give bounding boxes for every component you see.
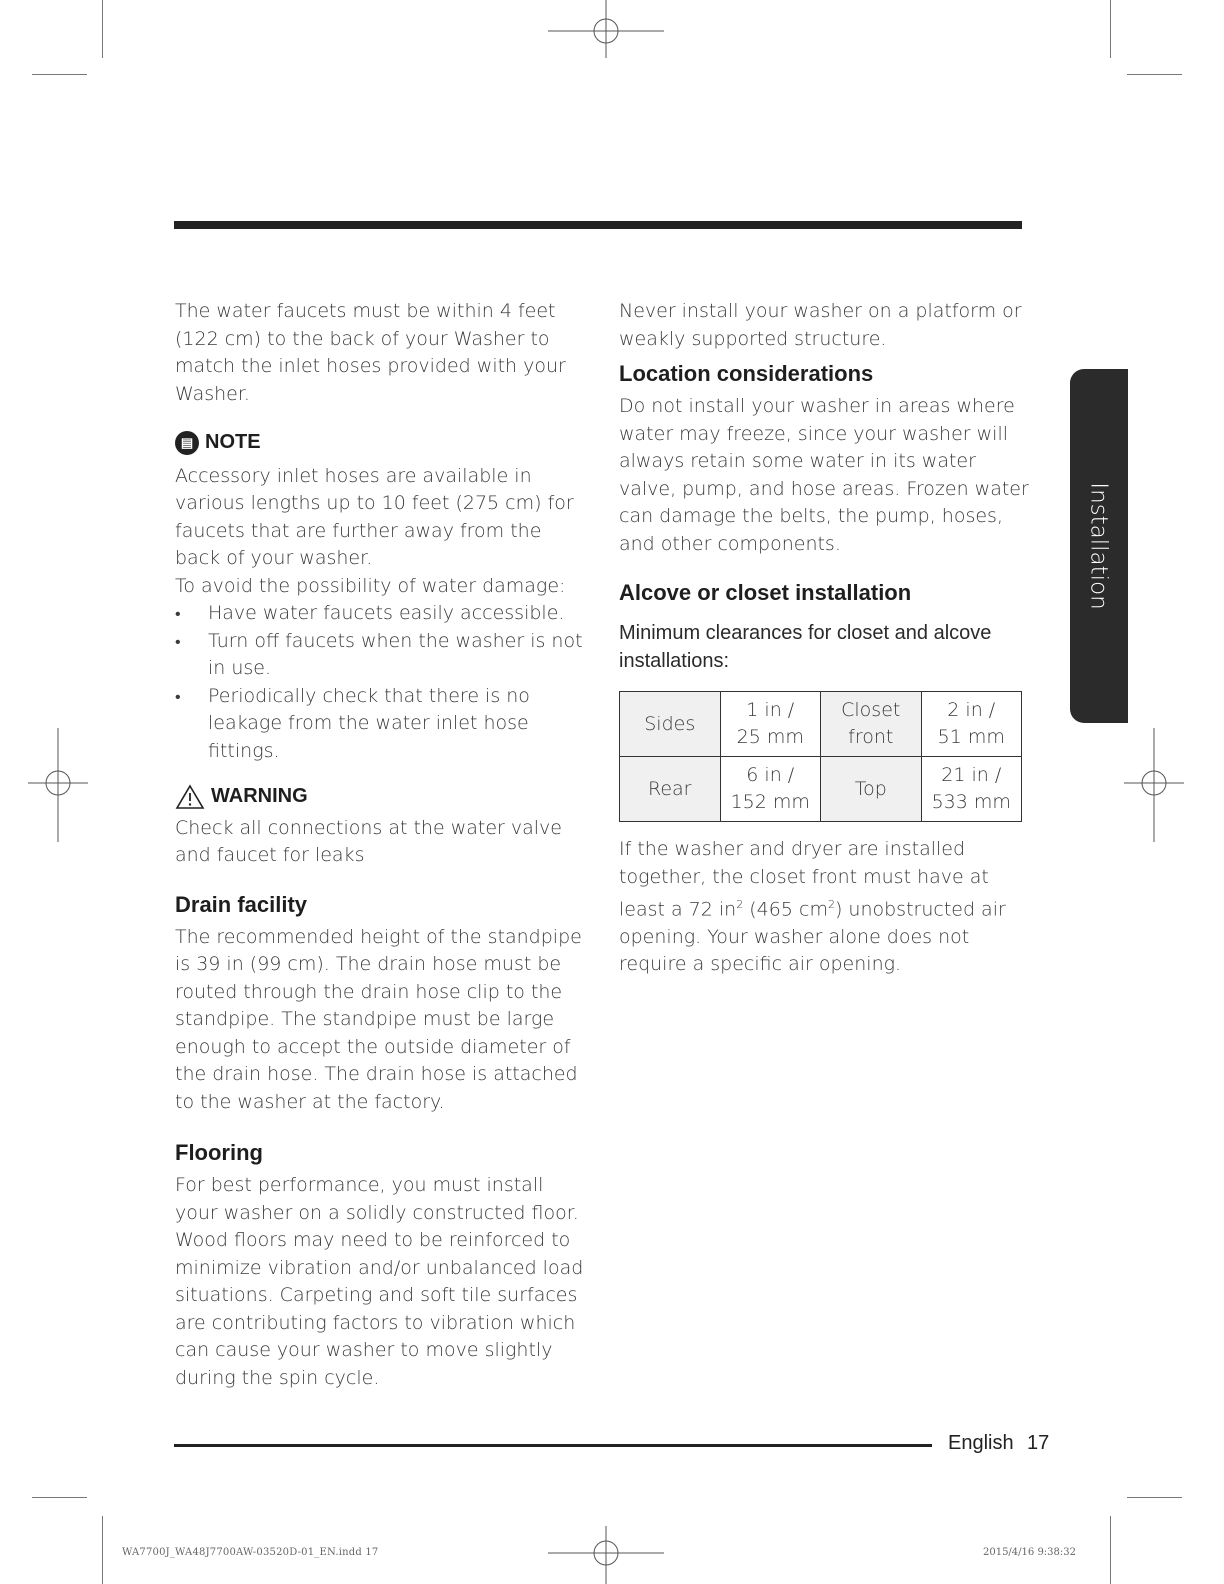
crop-mark (1110, 1516, 1111, 1584)
warning-text: Check all connections at the water valve and faucet for leaks (175, 816, 562, 866)
table-cell: Top (821, 757, 922, 822)
note-label: NOTE (205, 431, 261, 453)
flooring-text: For best performance, you must install your washer on a solidly constructed floor. Wood floors may need to be reinforced to minimize vibration and/or unbalanced load situations. Carpeting and soft tile surfaces are contributing factors to vibration which can cause your washer to move slightly during the spin cycle. (175, 1174, 584, 1389)
note-lead: To avoid the possibility of water damage: (175, 574, 566, 597)
list-item: • Have water faucets easily accessible. (175, 600, 590, 628)
warning-icon (175, 784, 205, 810)
warning-label: WARNING (211, 785, 308, 807)
table-cell: 1 in / 25 mm (720, 692, 821, 757)
table-row (620, 692, 1022, 757)
clearance-table (619, 691, 1022, 822)
table-cell: 2 in / 51 mm (921, 692, 1022, 757)
table-cell: Closet front (821, 692, 922, 757)
clearance-subheading: Minimum clearances for closet and alcove installations: (619, 622, 992, 672)
crop-mark (32, 1497, 87, 1498)
location-heading: Location considerations (619, 361, 874, 386)
warning-title (175, 783, 590, 811)
page-number: 17 (1027, 1432, 1050, 1454)
crop-mark (1127, 74, 1182, 75)
crop-mark (102, 1516, 103, 1584)
drain-heading: Drain facility (175, 891, 308, 917)
alcove-heading: Alcove or closet installation (619, 580, 912, 605)
registration-mark-icon (548, 0, 664, 58)
table-cell: 6 in / 152 mm (720, 757, 821, 822)
flooring-heading: Flooring (175, 1140, 263, 1165)
note-text: Accessory inlet hoses are available in various lengths up to 10 feet (275 cm) for faucets that are further away from the back of your washer. (175, 464, 574, 569)
faucet-intro: The water faucets must be within 4 feet (122 cm) to the back of your Washer to match the inlet hoses provided with your Washer. (175, 300, 566, 405)
registration-mark-icon (28, 728, 88, 842)
table-cell: Sides (620, 692, 721, 757)
air-opening-text: If the washer and dryer are installed together, the closet front must have at least a 72 $in^2$ (465 $cm^2$) unobstructed air opening. Your washer alone does not require a specific air opening. (619, 838, 1006, 976)
crop-mark (1110, 0, 1111, 58)
table-cell: 21 in / 533 mm (921, 757, 1022, 822)
platform-warning: Never install your washer on a platform or weakly supported structure. (619, 300, 1022, 350)
footer-language: English (948, 1432, 1014, 1454)
chapter-tab (1070, 369, 1128, 723)
list-item: • Turn off faucets when the washer is not in use. (175, 628, 590, 683)
header-rule (174, 221, 1022, 229)
note-icon: ▤ (175, 431, 199, 455)
note-list (175, 600, 590, 765)
registration-mark-icon (1124, 728, 1184, 842)
drain-text: The recommended height of the standpipe is 39 in (99 cm). The drain hose must be routed through the drain hose clip to the standpipe. The standpipe must be large enough to accept the outside diameter of the drain hose. The drain hose is attached to the washer at the factory. (175, 925, 582, 1113)
location-text: Do not install your washer in areas where water may freeze, since your washer will always retain some water in its water valve, pump, and hose areas. Frozen water can damage the belts, the pump, hoses, and other components. (619, 395, 1029, 555)
list-item: • Periodically check that there is no leakage from the water inlet hose fittings. (175, 683, 590, 766)
table-row (620, 757, 1022, 822)
left-column (175, 298, 590, 1392)
crop-mark (32, 74, 87, 75)
print-slug-date: 2015/4/16 9:38:32 (982, 1547, 1076, 1558)
chapter-tab-label: Installation (1086, 482, 1113, 610)
registration-mark-icon (548, 1526, 664, 1584)
note-title (175, 429, 590, 457)
footer-rule (174, 1444, 932, 1447)
crop-mark (1127, 1497, 1182, 1498)
table-cell: Rear (620, 757, 721, 822)
print-slug-file: WA7700J_WA48J7700AW-03520D-01_EN.indd 17 (122, 1547, 379, 1558)
crop-mark (102, 0, 103, 58)
right-column (619, 298, 1029, 979)
